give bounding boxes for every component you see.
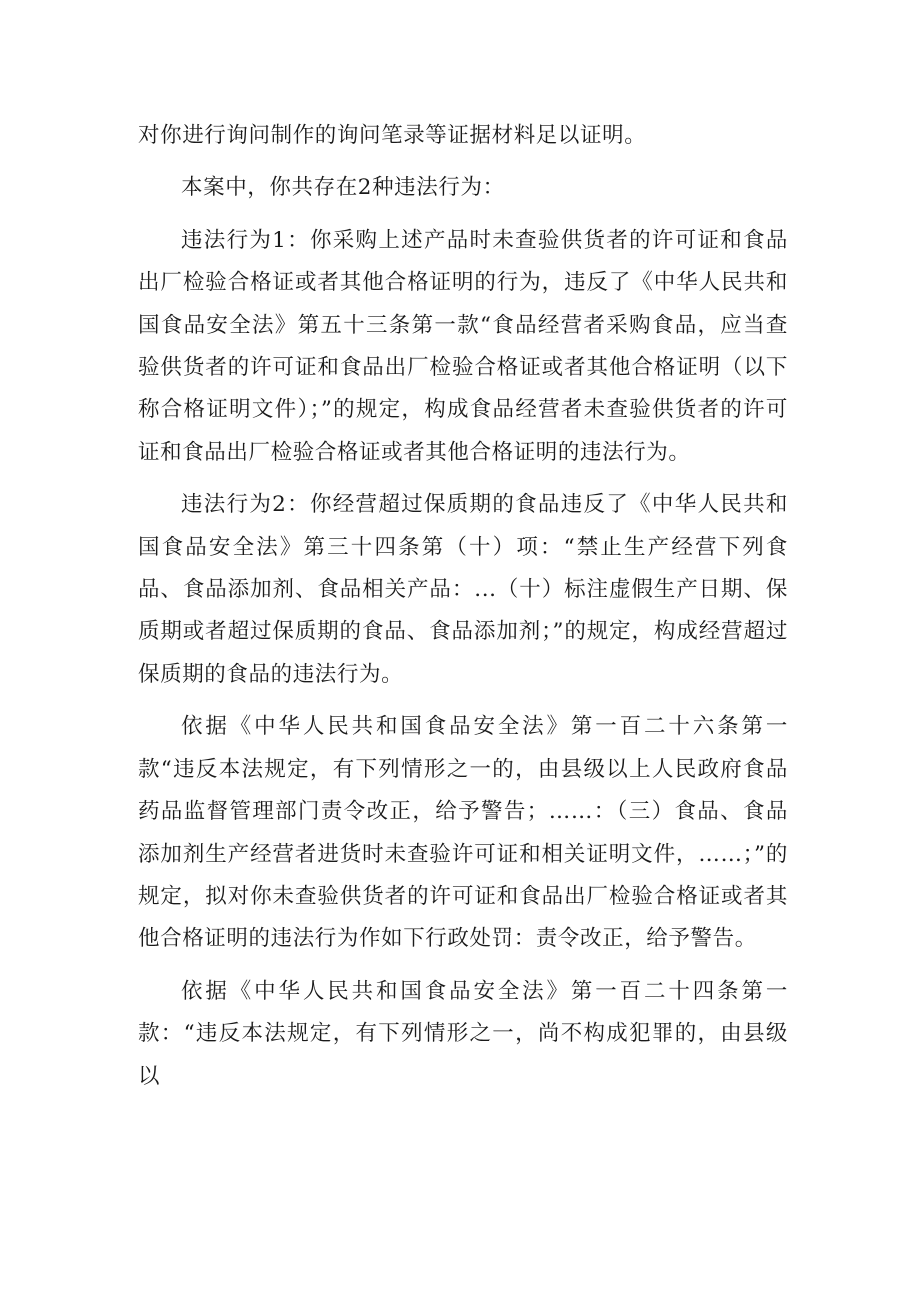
paragraph-violation-1: 违法行为1：你采购上述产品时未查验供货者的许可证和食品出厂检验合格证或者其他合格证明的行为，违反了《中华人民共和国食品安全法》第五十三条第一款“食品经营者采购食品，应当查验供货者的许可证和食品出厂检验合格证或者其他合格证明（以下称合格证明文件）；”的规定，构成食品经营者未查验供货者的许可证和食品出厂检验合格证或者其他合格证明的违法行为。 (138, 227, 788, 465)
paragraph-evidence: 对你进行询问制作的询问笔录等证据材料足以证明。 (138, 123, 647, 148)
paragraph-summary: 本案中，你共存在2种违法行为： (181, 175, 505, 201)
paragraph-violation-2: 违法行为2：你经营超过保质期的食品违反了《中华人民共和国食品安全法》第三十四条第（十）项：“禁止生产经营下列食品、食品添加剂、食品相关产品：...（十）标注虚假生产日期、保质期或者超过保质期的食品、食品添加剂；”的规定，构成经营超过保质期的食品的违法行为。 (138, 492, 788, 687)
paragraph-penalty-basis-126: 依据《中华人民共和国食品安全法》第一百二十六条第一款“违反本法规定，有下列情形之一的，由县级以上人民政府食品药品监督管理部门责令改正，给予警告；……：（三）食品、食品添加剂生产经营者进货时未查验许可证和相关证明文件，……；”的规定，拟对你未查验供货者的许可证和食品出厂检验合格证或者其他合格证明的违法行为作如下行政处罚：责令改正，给予警告。 (138, 714, 788, 952)
paragraph-penalty-basis-124: 依据《中华人民共和国食品安全法》第一百二十四条第一款：“违反本法规定，有下列情形之一，尚不构成犯罪的，由县级以 (138, 978, 788, 1089)
document-body (138, 115, 788, 1098)
